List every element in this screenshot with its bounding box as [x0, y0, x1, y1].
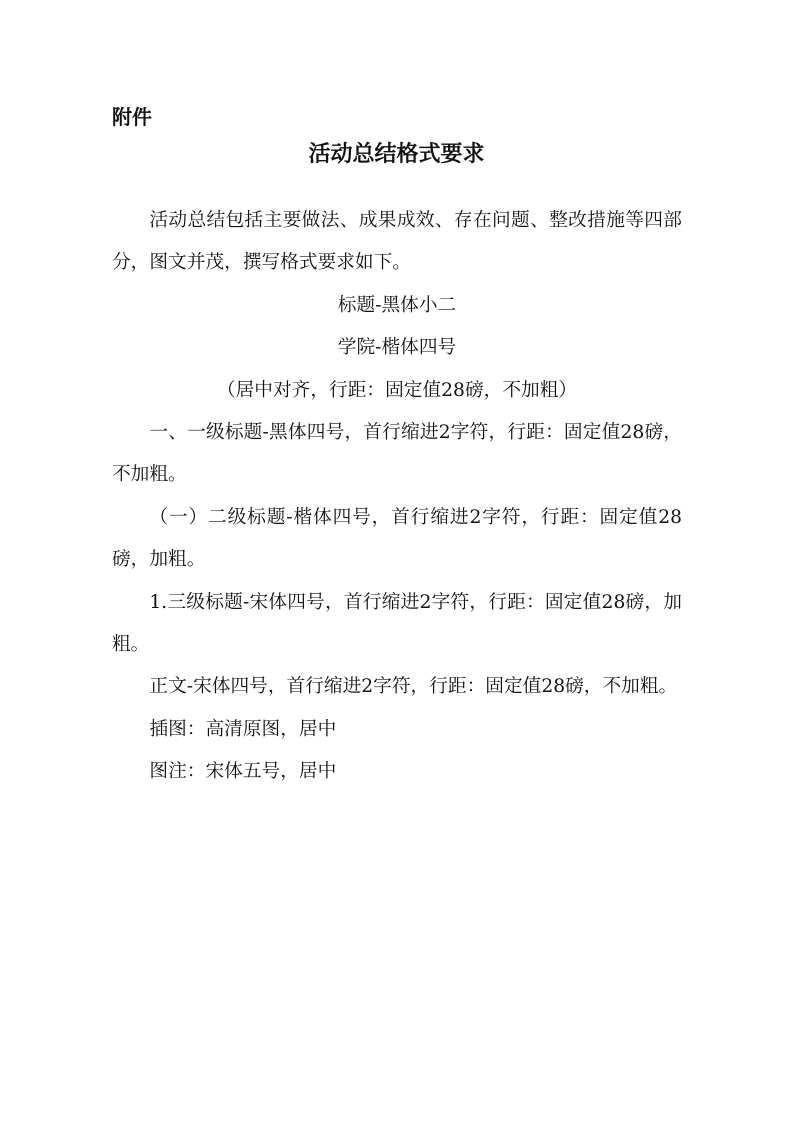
attachment-label: 附件 [112, 105, 152, 129]
intro-paragraph: 活动总结包括主要做法、成果成效、存在问题、整改措施等四部分，图文并茂，撰写格式要求如下。 [112, 210, 682, 274]
document-title: 活动总结格式要求 [308, 142, 485, 167]
illustration-rule: 插图：高清原图，居中 [149, 718, 337, 740]
title-format-line: 标题-黑体小二 [337, 294, 457, 316]
center-alignment-note: （居中对齐，行距：固定值28磅，不加粗） [216, 379, 578, 401]
level3-heading-rule: 1.三级标题-宋体四号，首行缩进2字符，行距：固定值28磅，加粗。 [112, 591, 682, 656]
body-text-rule: 正文-宋体四号，首行缩进2字符，行距：固定值28磅，不加粗。 [149, 676, 678, 698]
level1-heading-rule: 一、一级标题-黑体四号，首行缩进2字符，行距：固定值28磅，不加粗。 [112, 422, 682, 486]
caption-rule: 图注：宋体五号，居中 [149, 761, 337, 783]
level2-heading-rule: （一）二级标题-楷体四号，首行缩进2字符，行距：固定值28磅，加粗。 [112, 506, 682, 571]
document-body [112, 200, 682, 794]
college-format-line: 学院-楷体四号 [337, 337, 457, 359]
